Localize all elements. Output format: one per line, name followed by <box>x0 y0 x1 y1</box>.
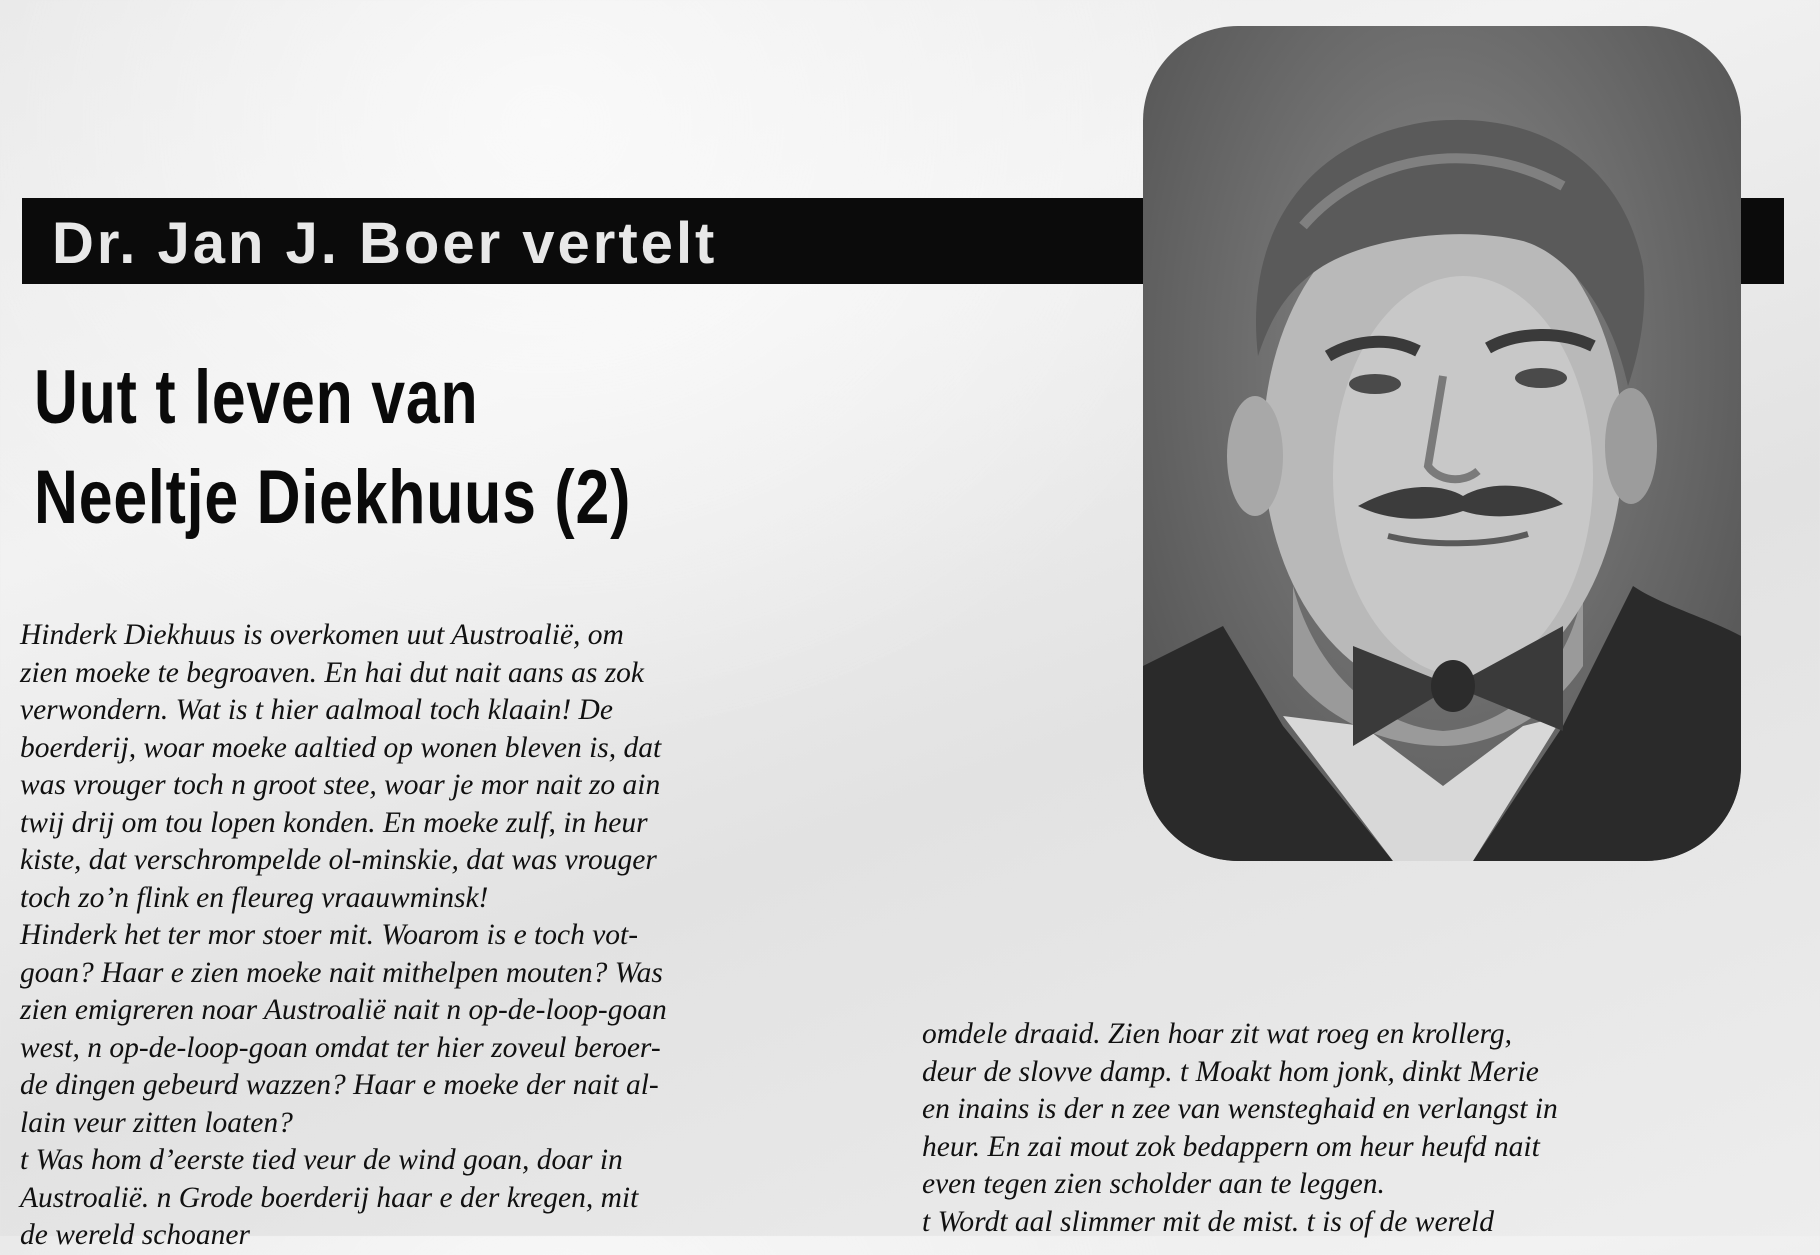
author-portrait-photo <box>1143 26 1741 861</box>
article-column-left <box>20 617 870 1255</box>
article-line: boerderij, woar moeke aaltied op wonen bleven is, dat <box>20 731 662 764</box>
article-line: zien moeke te begroaven. En hai dut nait aans as zok <box>20 656 645 689</box>
headline-line-1: Uut t leven van <box>34 355 479 440</box>
article-headline <box>34 348 631 548</box>
column-title: Dr. Jan J. Boer vertelt <box>52 211 718 276</box>
article-line: deur de slovve damp. t Moakt hom jonk, dinkt Merie <box>922 1055 1539 1088</box>
headline-line-2: Neeltje Diekhuus (2) <box>34 455 632 540</box>
article-line: t Was hom d’eerste tied veur de wind goan, doar in <box>20 1144 623 1176</box>
article-line: de dingen gebeurd wazzen? Haar e moeke der nait al- <box>20 1069 659 1101</box>
article-line: en inains is der n zee van wensteghaid en verlangst in <box>922 1093 1558 1125</box>
article-line: verwondern. Wat is t hier aalmoal toch klaain! De <box>20 694 613 726</box>
article-line: t Wordt aal slimmer mit de mist. t is of de wereld <box>922 1205 1494 1238</box>
article-line: was vrouger toch n groot stee, woar je mor nait zo ain <box>20 769 661 801</box>
article-line: Austroalië. n Grode boerderij haar e der kregen, mit <box>20 1181 639 1214</box>
article-line: heur. En zai mout zok bedappern om heur heufd nait <box>922 1130 1540 1163</box>
article-line: de wereld schoaner <box>20 1219 250 1251</box>
article-line: omdele draaid. Zien hoar zit wat roeg en krollerg, <box>922 1018 1512 1050</box>
article-column-right <box>922 1016 1782 1241</box>
article-line: Hinderk het ter mor stoer mit. Woarom is e toch vot- <box>20 919 639 951</box>
article-line: Hinderk Diekhuus is overkomen uut Austroalië, om <box>20 619 624 651</box>
article-line: lain veur zitten loaten? <box>20 1106 293 1139</box>
article-line: kiste, dat verschrompelde ol-minskie, dat was vrouger <box>20 844 657 876</box>
article-line: toch zo’n flink en fleureg vraauwminsk! <box>20 881 489 914</box>
article-line: even tegen zien scholder aan te leggen. <box>922 1168 1385 1200</box>
article-line: west, n op-de-loop-goan omdat ter hier zoveul beroer- <box>20 1031 661 1064</box>
article-line: twij drij om tou lopen konden. En moeke zulf, in heur <box>20 806 648 839</box>
article-line: zien emigreren noar Austroalië nait n op-de-loop-goan <box>20 994 667 1026</box>
article-line: goan? Haar e zien moeke nait mithelpen mouten? Was <box>20 956 663 989</box>
